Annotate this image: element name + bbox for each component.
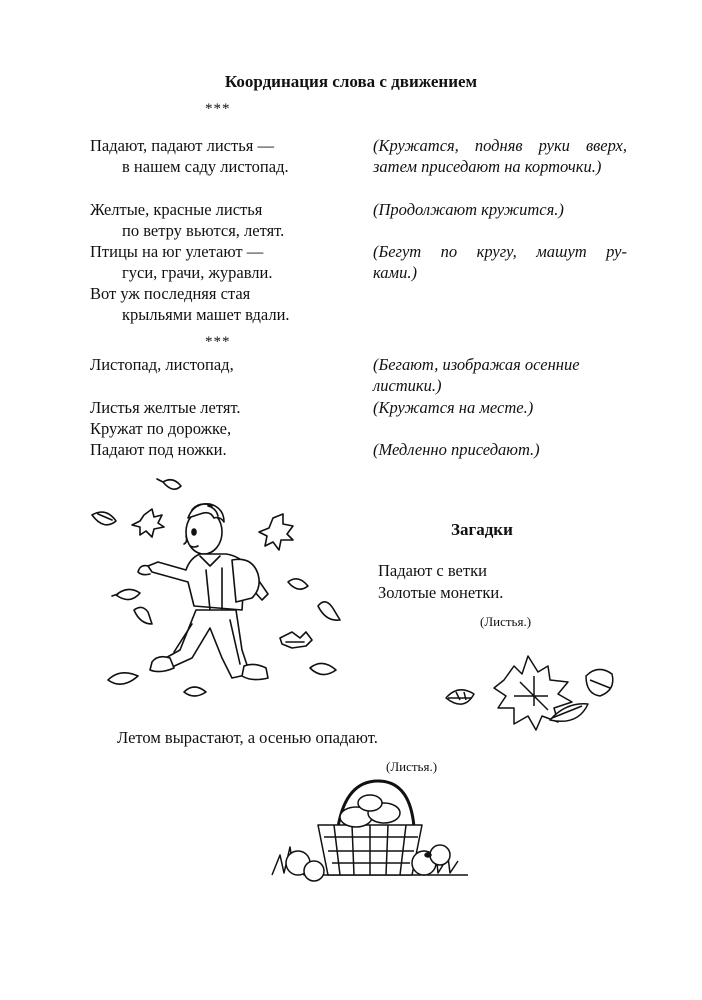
stars-divider-1: *** xyxy=(205,101,231,117)
movement-note: (Продолжают кружится.) xyxy=(373,200,564,219)
leaf-icon xyxy=(280,632,312,648)
verse-line: Падают, падают листья — xyxy=(90,136,274,155)
boy-illustration xyxy=(88,470,360,710)
verse-line: Кружат по дорожке, xyxy=(90,419,232,438)
riddle-line: Золотые монетки. xyxy=(378,583,504,602)
verse-line: Вот уж последняя стая xyxy=(90,284,251,303)
riddle-line: Летом вырастают, а осенью опадают. xyxy=(117,728,378,747)
leaf-icon xyxy=(586,669,613,696)
leaf-icon xyxy=(310,663,336,674)
leaf-icon xyxy=(157,479,181,489)
leaves-illustration xyxy=(440,640,640,740)
verse-line: Листья желтые летят. xyxy=(90,398,241,417)
stars-divider-2: *** xyxy=(205,334,231,350)
basket-illustration xyxy=(268,775,468,890)
verse-line: крыльями машет вдали. xyxy=(122,305,290,324)
verse-line: гуси, грачи, журавли. xyxy=(122,263,273,282)
movement-note: (Бегут по кругу, машут ру- xyxy=(373,242,627,261)
page-title: Координация слова с движением xyxy=(224,72,478,91)
movement-note: (Медленно приседают.) xyxy=(373,440,540,459)
movement-note: ками.) xyxy=(373,263,417,282)
verse-line: в нашем саду листопад. xyxy=(122,157,289,176)
leaf-icon xyxy=(92,512,116,525)
verse-line: Листопад, листопад, xyxy=(90,355,234,374)
movement-note: (Кружатся на месте.) xyxy=(373,398,534,417)
leaf-icon xyxy=(134,607,152,624)
riddle-answer: (Листья.) xyxy=(386,759,438,774)
leaf-icon xyxy=(108,673,138,684)
riddles-title: Загадки xyxy=(451,520,513,539)
leaf-icon xyxy=(112,589,140,599)
leaf-icon xyxy=(288,579,308,589)
leaf-icon xyxy=(132,509,164,537)
verse-line: по ветру вьются, летят. xyxy=(122,221,285,240)
movement-note: (Кружатся, подняв руки вверх, затем приседают на корточки.) xyxy=(373,136,627,176)
verse-line: Желтые, красные листья xyxy=(90,200,263,219)
leaf-icon xyxy=(446,690,474,704)
movement-note: (Бегают, изображая осенние листики.) xyxy=(373,355,580,395)
leaf-icon xyxy=(259,514,293,550)
verse-line: Падают под ножки. xyxy=(90,440,227,459)
riddle-answer: (Листья.) xyxy=(480,614,532,629)
verse-line: Птицы на юг улетают — xyxy=(90,242,264,261)
leaf-icon xyxy=(184,687,206,696)
riddle-line: Падают с ветки xyxy=(378,561,487,580)
leaf-icon xyxy=(318,602,340,620)
